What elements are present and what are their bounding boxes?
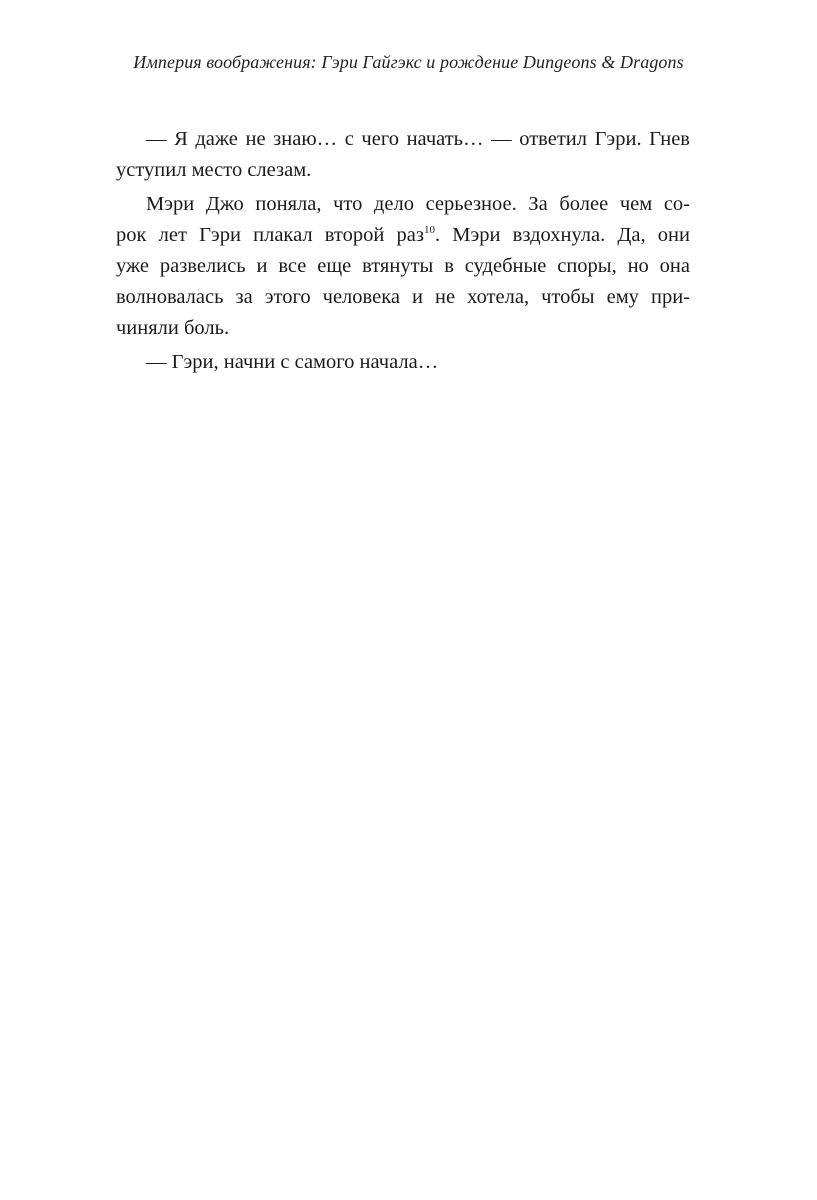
text-line: чиняли боль. [116,317,230,339]
text-line: Мэри Джо поняла, что дело серьезное. За более чем со- [146,193,690,215]
text-line-with-footnote [116,220,690,251]
paragraph-dialogue-1 [116,124,690,186]
text-line: волновалась за этого человека и не хотела, чтобы ему при- [116,286,690,308]
text-line: — Я даже не знаю… с чего начать… — ответил Гэри. Гнев [146,128,690,150]
text-line: — Гэри, начни с самого начала… [146,351,439,373]
text-segment: рок лет Гэри плакал второй раз [116,224,424,246]
body-text [116,124,690,378]
footnote-reference[interactable]: 10 [423,224,435,236]
text-line: уже развелись и все еще втянуты в судебные споры, но она [116,255,690,277]
paragraph-dialogue-2 [116,347,690,378]
running-header: Империя воображения: Гэри Гайгэкс и рождение Dungeons & Dragons [133,52,684,72]
text-line: уступил место слезам. [116,159,312,181]
text-segment: . Мэри вздохнула. Да, они [434,224,690,246]
paragraph-narration [116,189,690,344]
